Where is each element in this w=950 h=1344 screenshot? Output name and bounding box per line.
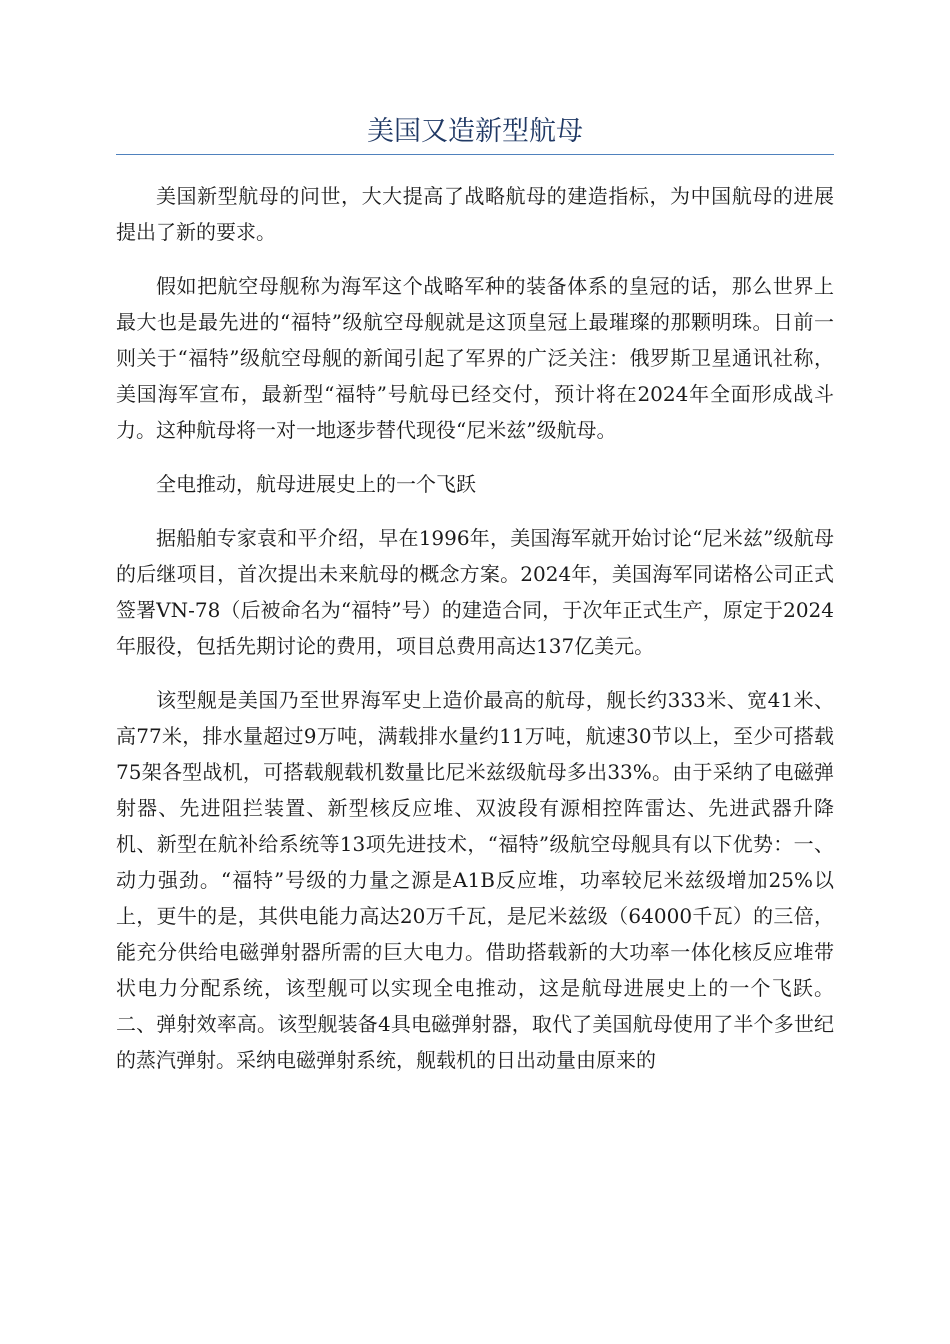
paragraph-specifications: 该型舰是美国乃至世界海军史上造价最高的航母，舰长约333米、宽41米、高77米，排水量超过9万吨，满载排水量约11万吨，航速30节以上，至少可搭载75架各型战机，可搭载舰载机数量比尼米兹级航母多出33%。由于采纳了电磁弹射器、先进阻拦装置、新型核反应堆、双波段有源相控阵雷达、先进武器升降机、新型在航补给系统等13项先进技术，“福特”级航空母舰具有以下优势：一、动力强劲。“福特”号级的力量之源是A1B反应堆，功率较尼米兹级增加25%以上，更牛的是，其供电能力高达20万千瓦，是尼米兹级（64000千瓦）的三倍，能充分供给电磁弹射器所需的巨大电力。借助搭载新的大功率一体化核反应堆带状电力分配系统，该型舰可以实现全电推动，这是航母进展史上的一个飞跃。二、弹射效率高。该型舰装备4具电磁弹射器，取代了美国航母使用了半个多世纪的蒸汽弹射。采纳电磁弹射系统，舰载机的日出动量由原来的 [116,688,834,1072]
document-body [116,178,834,1096]
title-underline [116,154,834,155]
paragraph-history: 据船舶专家袁和平介绍，早在1996年，美国海军就开始讨论“尼米兹”级航母的后继项目，首次提出未来航母的概念方案。2024年，美国海军同诺格公司正式签署VN-78（后被命名为“福特”号）的建造合同，于次年正式生产，原定于2024年服役，包括先期讨论的费用，项目总费用高达137亿美元。 [116,526,834,658]
section-heading: 全电推动，航母进展史上的一个飞跃 [156,472,476,496]
paragraph-background: 假如把航空母舰称为海军这个战略军种的装备体系的皇冠的话，那么世界上最大也是最先进的“福特”级航空母舰就是这顶皇冠上最璀璨的那颗明珠。日前一则关于“福特”级航空母舰的新闻引起了军界的广泛关注：俄罗斯卫星通讯社称，美国海军宣布，最新型“福特”号航母已经交付，预计将在2024年全面形成战斗力。这种航母将一对一地逐步替代现役“尼米兹”级航母。 [116,274,834,442]
paragraph-intro: 美国新型航母的问世，大大提高了战略航母的建造指标，为中国航母的进展提出了新的要求。 [116,184,834,244]
document-title: 美国又造新型航母 [367,116,583,147]
